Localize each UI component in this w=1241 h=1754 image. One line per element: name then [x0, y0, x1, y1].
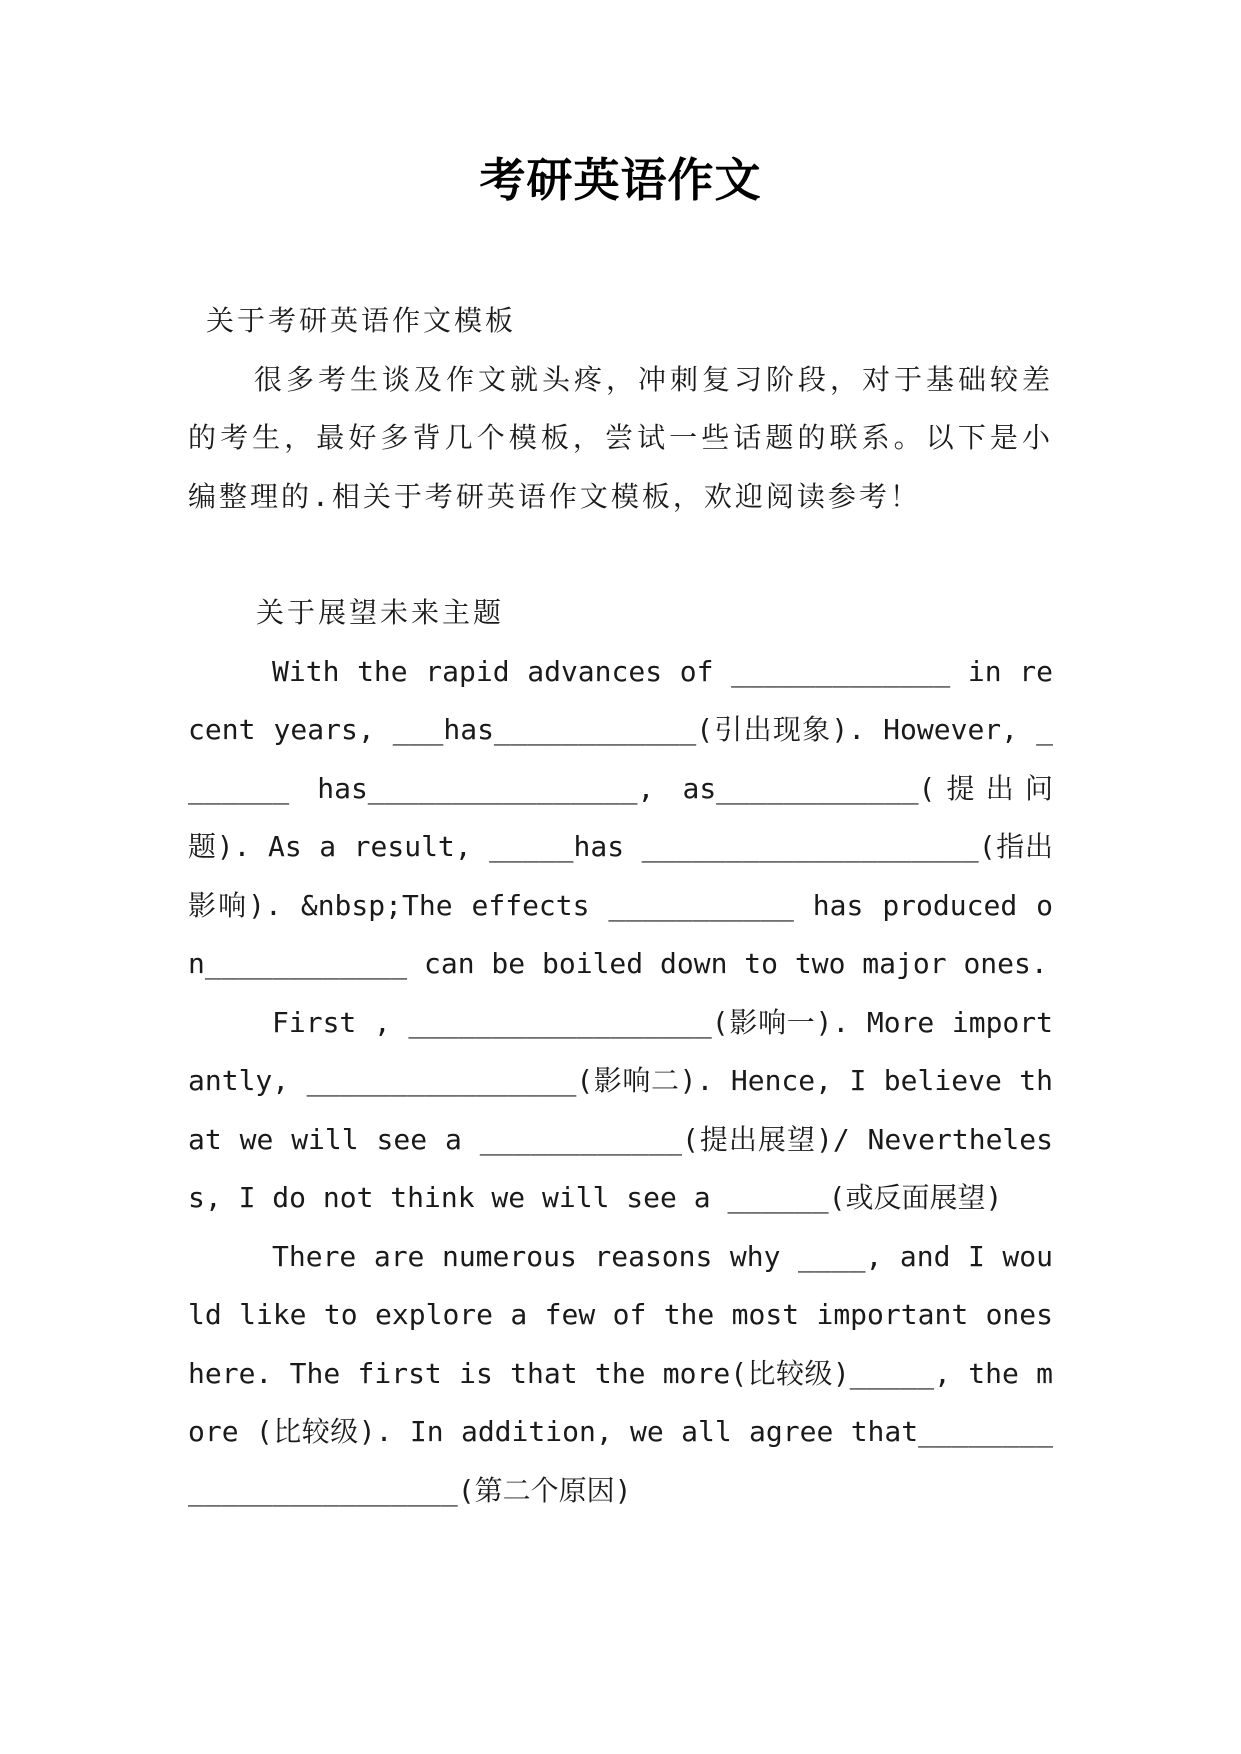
template-paragraph-3: There are numerous reasons why ____, and I would like to explore a few of the most important ones here. The first is that the more(比较级)_____, the more (比较级). In addition, we all agree that________________________(第二个原因) — [188, 1239, 1053, 1507]
section-heading: 关于展望未来主题 — [256, 596, 505, 629]
intro-paragraph: 很多考生谈及作文就头疼，冲刺复习阶段，对于基础较差的考生，最好多背几个模板，尝试一些话题的联系。以下是小编整理的.相关于考研英语作文模板，欢迎阅读参考！ — [188, 362, 1053, 513]
document-body — [188, 292, 1053, 1520]
template-paragraph-1: With the rapid advances of _____________ in recent years, ___has____________(引出现象). However, _______ has________________, as____________(提出问题). As a result, _____has ____________________(指出影响). &nbsp;The effects ___________ has produced on____________ can be boiled down to two major ones. — [188, 654, 1053, 980]
template-paragraph-2: First , __________________(影响一). More importantly, ________________(影响二). Hence, I believe that we will see a ____________(提出展望)/ Nevertheless, I do not think we will see a ______(或反面展望) — [188, 1005, 1053, 1214]
document-subtitle: 关于考研英语作文模板 — [206, 304, 517, 337]
document-title: 考研英语作文 — [479, 153, 762, 207]
